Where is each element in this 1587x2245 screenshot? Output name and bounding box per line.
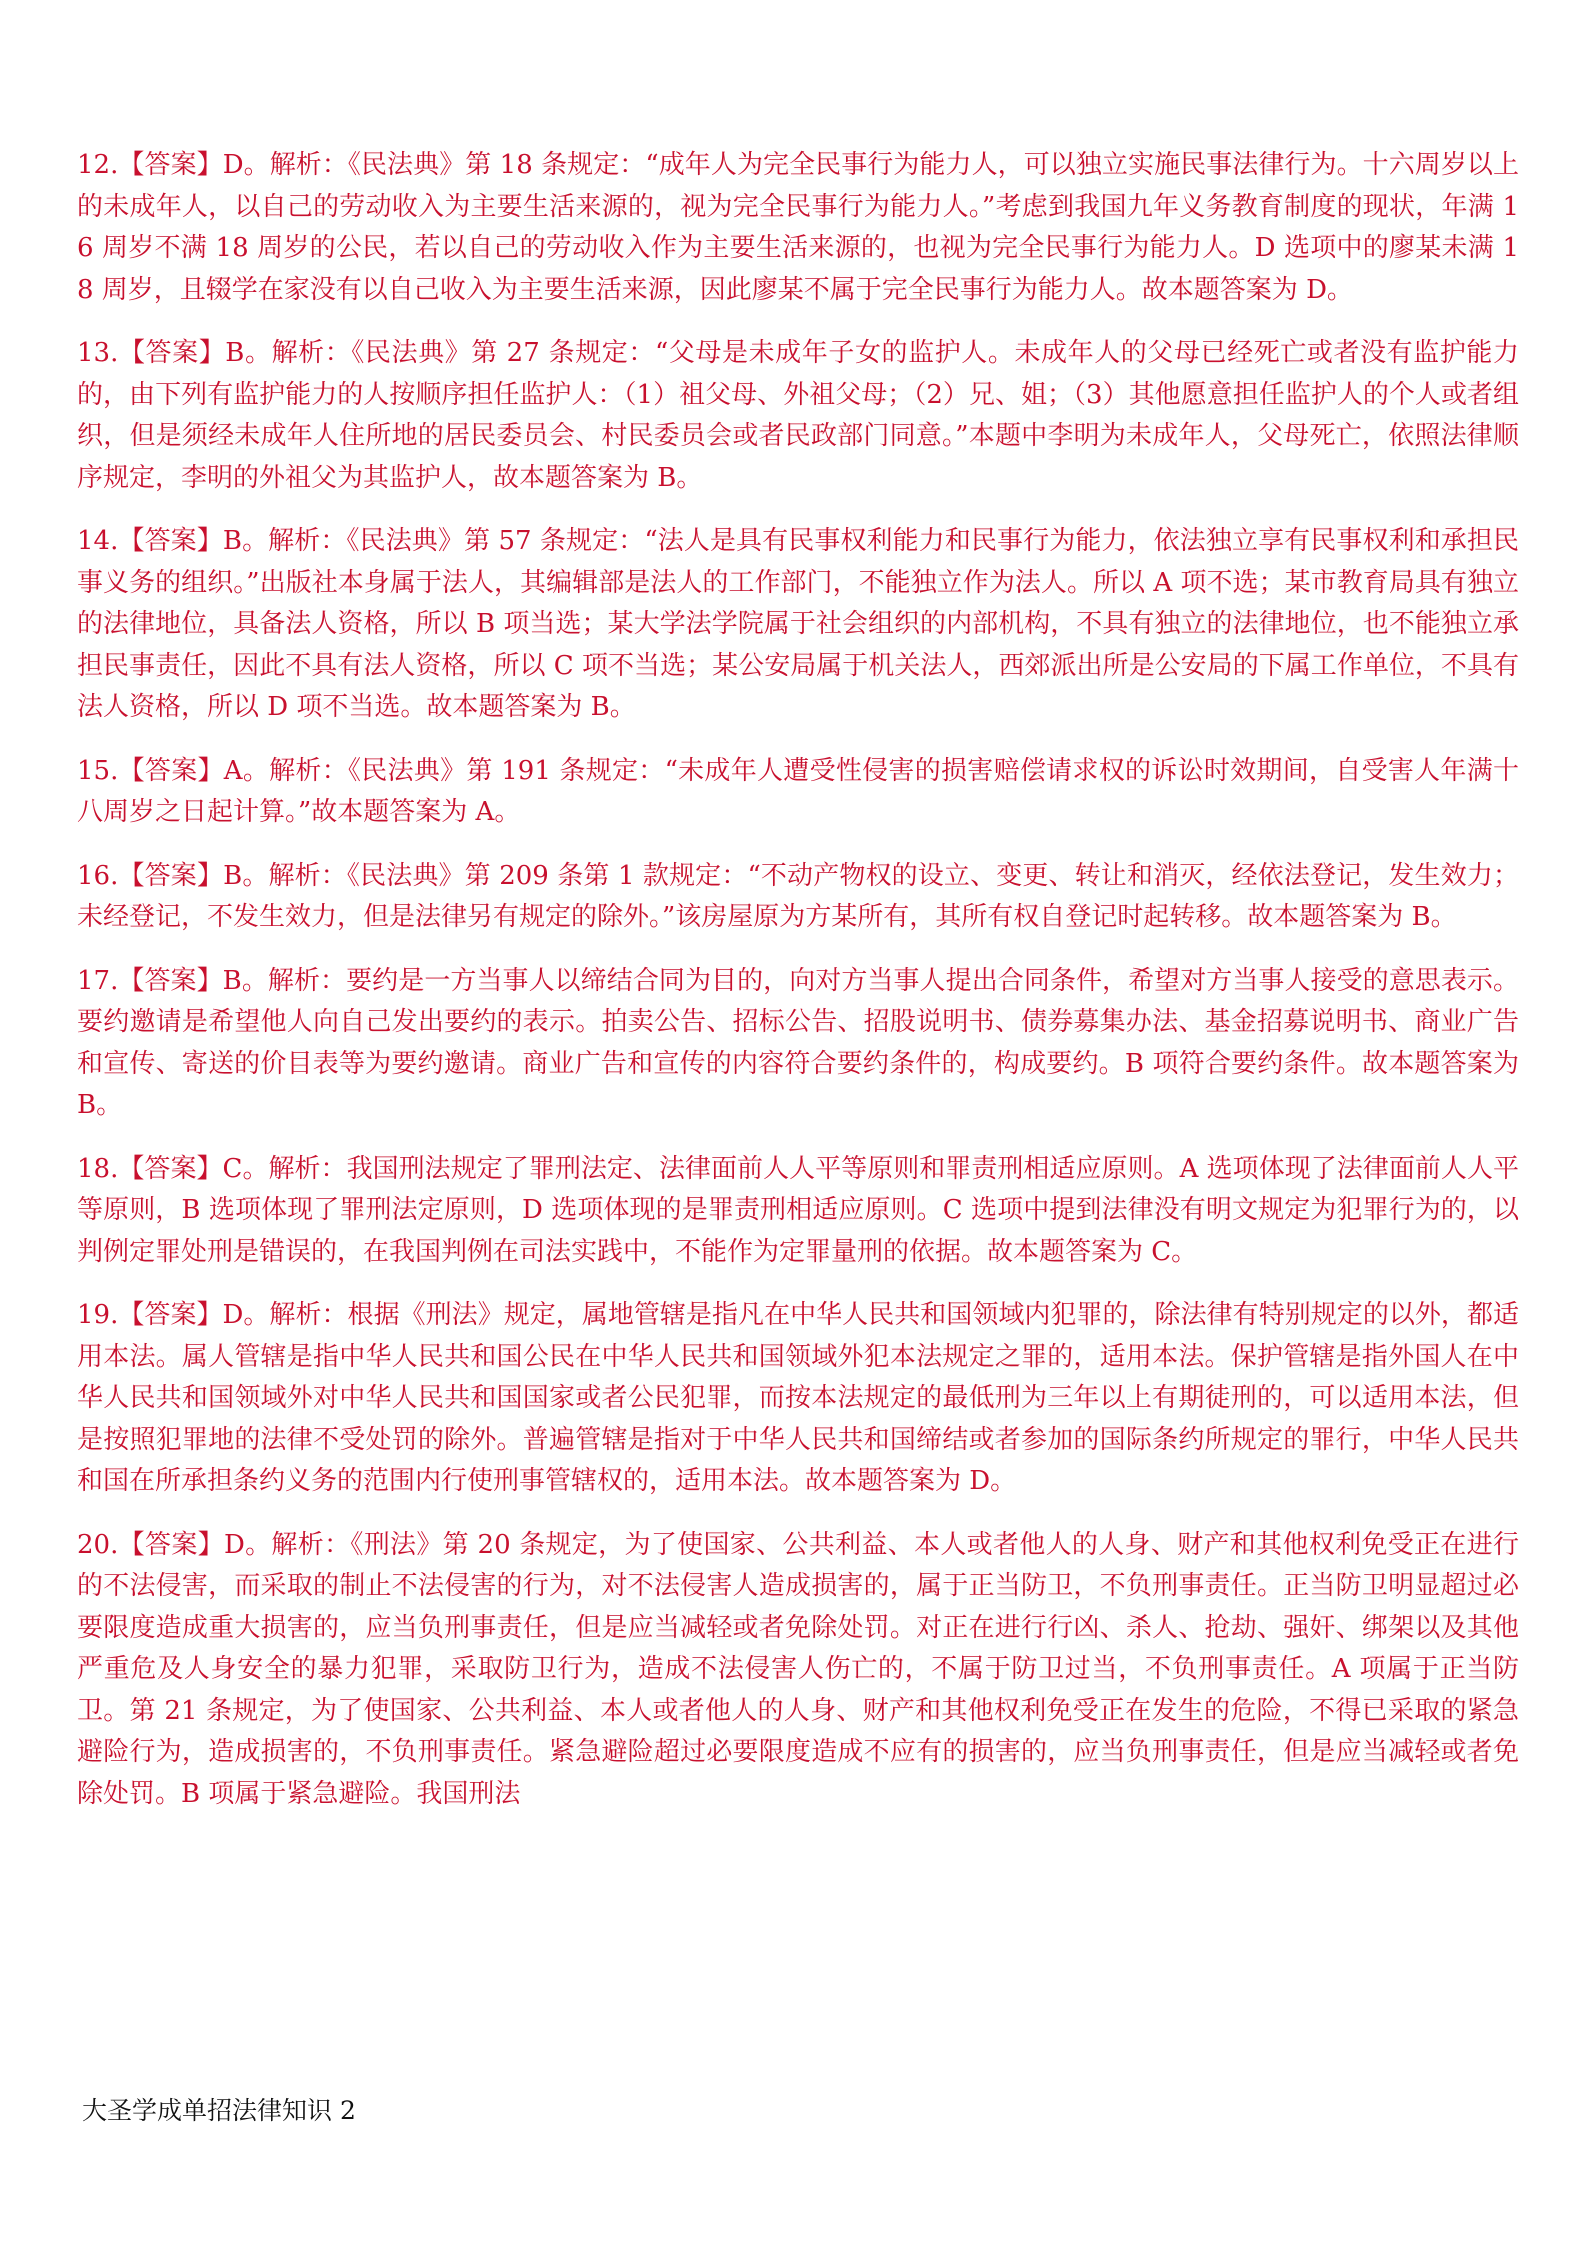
answer-number: 12. [77, 150, 119, 180]
answer-text: 【答案】C。解析：我国刑法规定了罪刑法定、法律面前人人平等原则和罪责刑相适应原则。A 选项体现了法律面前人人平等原则，B 选项体现了罪刑法定原则，D 选项体现的是罪责刑相适应原则。C 选项中提到法律没有明文规定为犯罪行为的，以判例定罪处刑是错误的，在我国判例在司法实践中，不能作为定罪量刑的依据。故本题答案为 C。 [77, 1153, 1519, 1267]
answer-number: 17. [77, 965, 119, 996]
page-footer: 大圣学成单招法律知识 2 [82, 2096, 356, 2125]
answer-text: 【答案】D。解析：《民法典》第 18 条规定：“成年人为完全民事行为能力人，可以独立实施民事法律行为。十六周岁以上的未成年人，以自己的劳动收入为主要生活来源的，视为完全民事行为能力人。”考虑到我国九年义务教育制度的现状，年满 16 周岁不满 18 周岁的公民，若以自己的劳动收入作为主要生活来源的，也视为完全民事行为能力人。D 选项中的廖某未满 18 周岁，且辍学在家没有以自己收入为主要生活来源，因此廖某不属于完全民事行为能力人。故本题答案为 D。 [77, 150, 1519, 305]
answer-text: 【答案】B。解析：《民法典》第 57 条规定：“法人是具有民事权利能力和民事行为能力，依法独立享有民事权利和承担民事义务的组织。”出版社本身属于法人，其编辑部是法人的工作部门，不能独立作为法人。所以 A 项不选；某市教育局具有独立的法律地位，具备法人资格，所以 B 项当选；某大学法学院属于社会组织的内部机构，不具有独立的法律地位，也不能独立承担民事责任，因此不具有法人资格，所以 C 项不当选；某公安局属于机关法人，西郊派出所是公安局的下属工作单位，不具有法人资格，所以 D 项不当选。故本题答案为 B。 [77, 526, 1519, 722]
answer-13 [77, 333, 1519, 499]
answer-number: 18. [77, 1153, 119, 1184]
answer-text: 【答案】D。解析：《刑法》第 20 条规定，为了使国家、公共利益、本人或者他人的人身、财产和其他权利免受正在进行的不法侵害，而采取的制止不法侵害的行为，对不法侵害人造成损害的，属于正当防卫，不负刑事责任。正当防卫明显超过必要限度造成重大损害的，应当负刑事责任，但是应当减轻或者免除处罚。对正在进行行凶、杀人、抢劫、强奸、绑架以及其他严重危及人身安全的暴力犯罪，采取防卫行为，造成不法侵害人伤亡的，不属于防卫过当，不负刑事责任。A 项属于正当防卫。第 21 条规定，为了使国家、公共利益、本人或者他人的人身、财产和其他权利免受正在发生的危险，不得已采取的紧急避险行为，造成损害的，不负刑事责任。紧急避险超过必要限度造成不应有的损害的，应当负刑事责任，但是应当减轻或者免除处罚。B 项属于紧急避险。我国刑法 [77, 1529, 1519, 1809]
answer-16 [77, 856, 1519, 939]
answer-number: 13. [77, 338, 119, 368]
answer-18 [77, 1149, 1519, 1274]
answer-19 [77, 1295, 1519, 1503]
answer-number: 14. [77, 526, 119, 556]
answer-20 [77, 1525, 1519, 1816]
answer-text: 【答案】B。解析：《民法典》第 27 条规定：“父母是未成年子女的监护人。未成年人的父母已经死亡或者没有监护能力的，由下列有监护能力的人按顺序担任监护人：（1）祖父母、外祖父母；（2）兄、姐；（3）其他愿意担任监护人的个人或者组织，但是须经未成年人住所地的居民委员会、村民委员会或者民政部门同意。”本题中李明为未成年人，父母死亡，依照法律顺序规定，李明的外祖父为其监护人，故本题答案为 B。 [77, 338, 1519, 493]
answer-number: 16. [77, 860, 119, 891]
answer-number: 15. [77, 755, 119, 786]
answer-text: 【答案】D。解析：根据《刑法》规定，属地管辖是指凡在中华人民共和国领域内犯罪的，除法律有特别规定的以外，都适用本法。属人管辖是指中华人民共和国公民在中华人民共和国领域外犯本法规定之罪的，适用本法。保护管辖是指外国人在中华人民共和国领域外对中华人民共和国国家或者公民犯罪，而按本法规定的最低刑为三年以上有期徒刑的，可以适用本法，但是按照犯罪地的法律不受处罚的除外。普遍管辖是指对于中华人民共和国缔结或者参加的国际条约所规定的罪行，中华人民共和国在所承担条约义务的范围内行使刑事管辖权的，适用本法。故本题答案为 D。 [77, 1300, 1519, 1496]
answer-text: 【答案】B。解析：《民法典》第 209 条第 1 款规定：“不动产物权的设立、变更、转让和消灭，经依法登记，发生效力；未经登记，不发生效力，但是法律另有规定的除外。”该房屋原为方某所有，其所有权自登记时起转移。故本题答案为 B。 [77, 860, 1519, 932]
answer-text: 【答案】A。解析：《民法典》第 191 条规定：“未成年人遭受性侵害的损害赔偿请求权的诉讼时效期间，自受害人年满十八周岁之日起计算。”故本题答案为 A。 [77, 755, 1519, 827]
answer-number: 19. [77, 1300, 119, 1330]
answer-12 [77, 145, 1519, 311]
answer-15 [77, 751, 1519, 834]
answer-text: 【答案】B。解析：要约是一方当事人以缔结合同为目的，向对方当事人提出合同条件，希望对方当事人接受的意思表示。要约邀请是希望他人向自己发出要约的表示。拍卖公告、招标公告、招股说明书、债券募集办法、基金招募说明书、商业广告和宣传、寄送的价目表等为要约邀请。商业广告和宣传的内容符合要约条件的，构成要约。B 项符合要约条件。故本题答案为 B。 [77, 965, 1519, 1120]
answer-17 [77, 961, 1519, 1127]
answer-list [77, 145, 1519, 1837]
answer-14 [77, 521, 1519, 729]
answer-number: 20. [77, 1529, 119, 1560]
